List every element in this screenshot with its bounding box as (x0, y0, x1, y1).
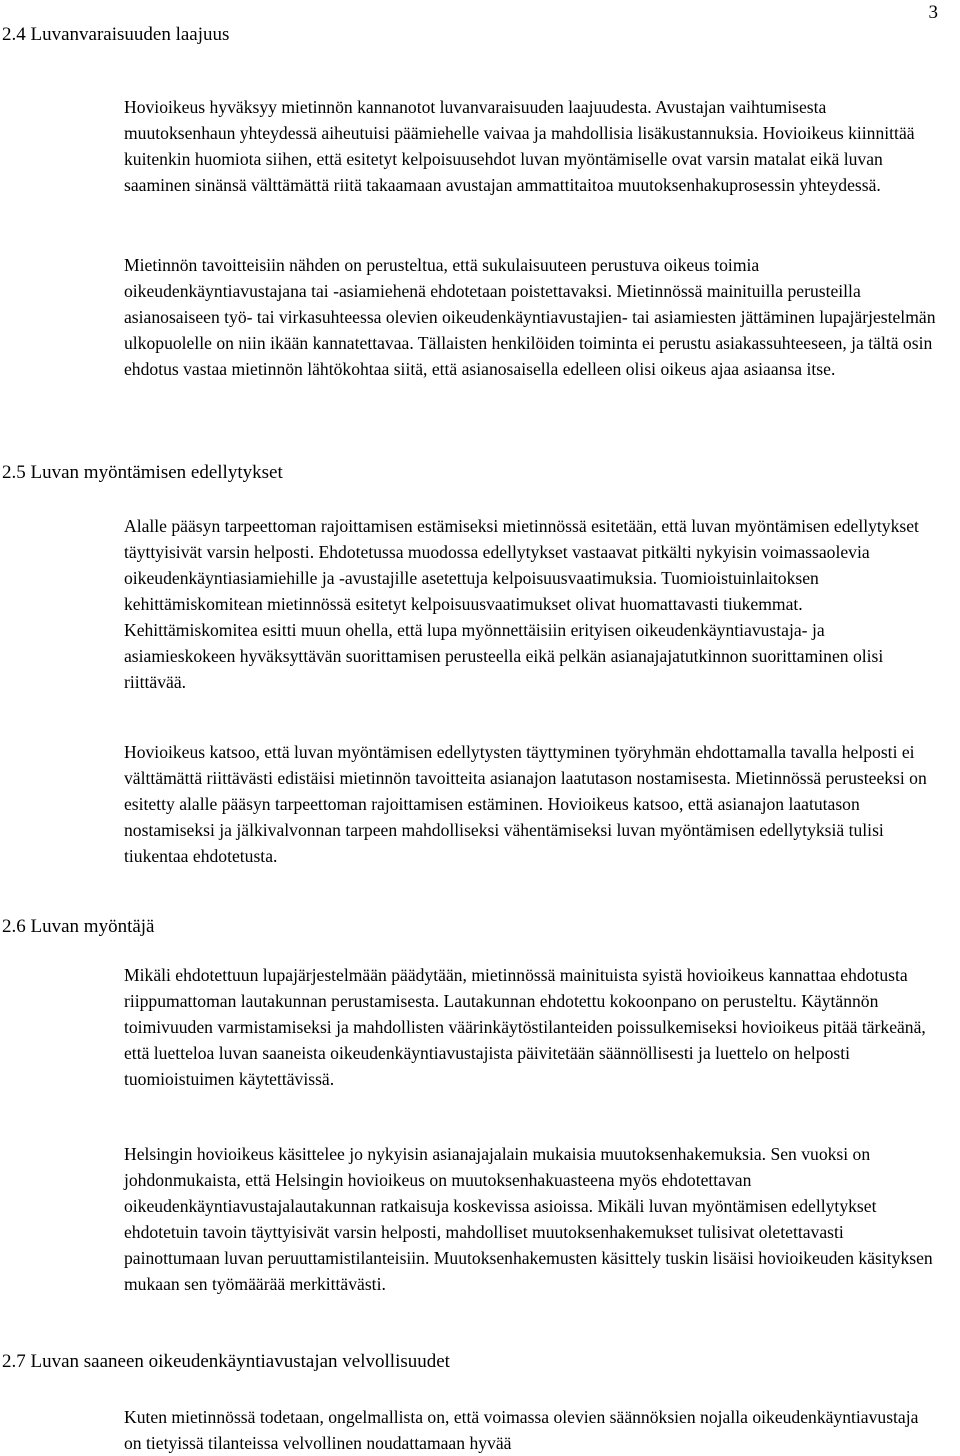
paragraph-2-6-2: Helsingin hovioikeus käsittelee jo nykyisin asianajajalain mukaisia muutoksenhakemuksia. Sen vuoksi on johdonmukaista, että Helsingin hovioikeus on muutoksenhakuasteena myös ehdotettavan oikeudenkäyntiavustajalautakunnan ratkaisuja koskevissa asioissa. Mikäli luvan myöntämisen edellytykset ehdotetuin tavoin täyttyisivät varsin helposti, mahdolliset muutoksenhakemukset tulisivat oletettavasti painottumaan luvan peruuttamistilanteisiin. Muutoksenhakemusten käsittely tuskin lisäisi hovioikeuden käsityksen mukaan sen työmäärää merkittävästi. (124, 1144, 933, 1294)
section-heading-2-6: 2.6 Luvan myöntäjä (2, 916, 155, 937)
section-heading-2-4: 2.4 Luvanvaraisuuden laajuus (2, 24, 230, 45)
paragraph-2-4-2: Mietinnön tavoitteisiin nähden on perusteltua, että sukulaisuuteen perustuva oikeus toimia oikeudenkäyntiavustajana tai -asiamiehenä ehdotetaan poistettavaksi. Mietinnössä mainituilla perusteilla asianosaiseen työ- tai virkasuhteessa olevien oikeudenkäyntiavustajien- tai asiamiesten jättäminen lupajärjestelmän ulkopuolelle on niin ikään kannatettavaa. Tällaisten henkilöiden toiminta ei perustu asiakassuhteeseen, ja tältä osin ehdotus vastaa mietinnön lähtökohtaa siitä, että asianosaisella edelleen olisi oikeus ajaa asiaansa itse. (124, 255, 936, 379)
paragraph-2-5-1: Alalle pääsyn tarpeettoman rajoittamisen estämiseksi mietinnössä esitetään, että luvan myöntämisen edellytykset täyttyisivät varsin helposti. Ehdotetussa muodossa edellytykset vastaavat pitkälti nykyisin voimassaolevia oikeudenkäyntiasiamiehille ja -avustajille asetettuja kelpoisuusvaatimuksia. Tuomioistuinlaitoksen kehittämiskomitean mietinnössä esitetyt kelpoisuusvaatimukset olivat huomattavasti tiukemmat. Kehittämiskomitea esitti muun ohella, että lupa myönnettäisiin erityisen oikeudenkäyntiavustaja- ja asiamieskokeen hyväksyttävän suorittamisen perusteella eikä pelkän asianajajatutkinnon suorittaminen olisi riittävää. (124, 516, 919, 692)
page-number: 3 (928, 2, 938, 23)
paragraph-2-5-2: Hovioikeus katsoo, että luvan myöntämisen edellytysten täyttyminen työryhmän ehdottamalla tavalla helposti ei välttämättä riittävästi edistäisi mietinnön tavoitteita asianajon laatutason nostamisesta. Mietinnössä perusteeksi on esitetty alalle pääsyn tarpeettoman rajoittamisen estäminen. Hovioikeus katsoo, että asianajon laatutason nostamiseksi ja jälkivalvonnan tarpeen mahdolliseksi vähentämiseksi luvan myöntämisen edellytyksiä tulisi tiukentaa ehdotetusta. (124, 742, 927, 866)
paragraph-2-7-1: Kuten mietinnössä todetaan, ongelmallista on, että voimassa olevien säännöksien nojalla oikeudenkäyntiavustaja on tietyissä tilanteissa velvollinen noudattamaan hyvää (124, 1407, 919, 1453)
paragraph-2-4-1: Hovioikeus hyväksyy mietinnön kannanotot luvanvaraisuuden laajuudesta. Avustajan vaihtumisesta muutoksenhaun yhteydessä aiheutuisi päämiehelle vaivaa ja mahdollisia lisäkustannuksia. Hovioikeus kiinnittää kuitenkin huomiota siihen, että esitetyt kelpoisuusehdot luvan myöntämiselle ovat varsin matalat eikä luvan saaminen sinänsä välttämättä riitä takaamaan avustajan ammattitaitoa muutoksenhakuprosessin yhteydessä. (124, 97, 915, 195)
paragraph-2-6-1: Mikäli ehdotettuun lupajärjestelmään päädytään, mietinnössä mainituista syistä hovioikeus kannattaa ehdotusta riippumattoman lautakunnan perustamisesta. Lautakunnan ehdotettu kokoonpano on perusteltu. Käytännön toimivuuden varmistamiseksi ja mahdollisten väärinkäytöstilanteiden poissulkemiseksi hovioikeus pitää tärkeänä, että luetteloa luvan saaneista oikeudenkäyntiavustajista päivitetään säännöllisesti ja luettelo on helposti tuomioistuimen käytettävissä. (124, 965, 926, 1089)
section-heading-2-5: 2.5 Luvan myöntämisen edellytykset (2, 462, 283, 483)
section-heading-2-7: 2.7 Luvan saaneen oikeudenkäyntiavustajan velvollisuudet (2, 1351, 450, 1372)
